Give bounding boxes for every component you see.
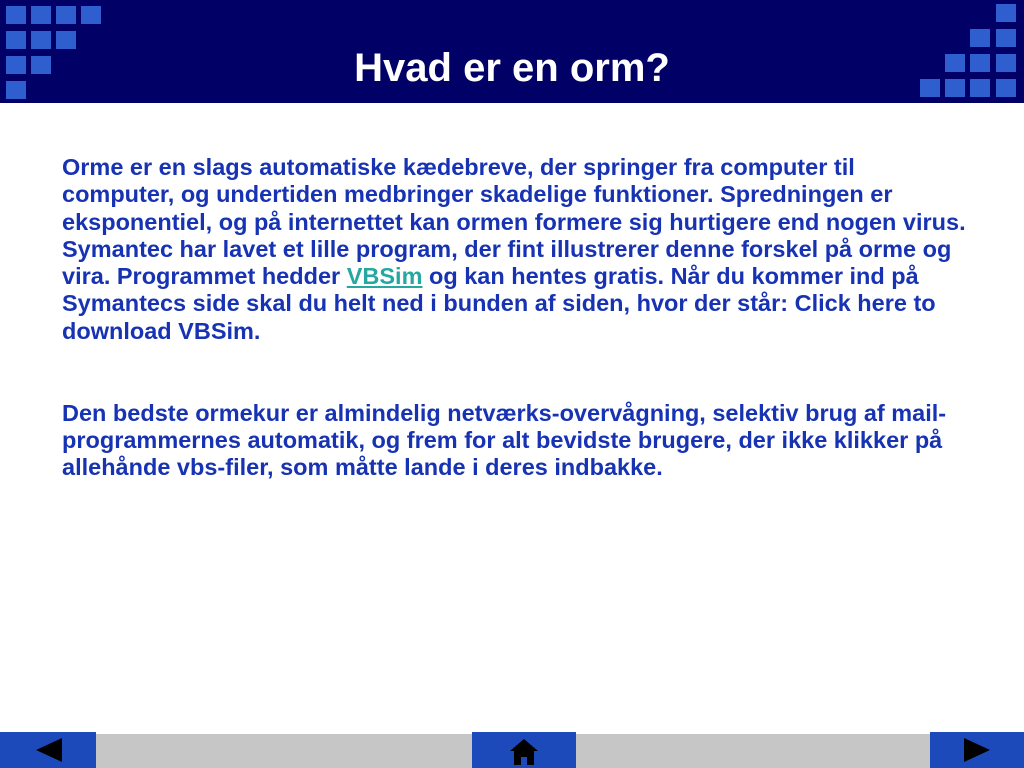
paragraph-worms-text-end: og kan hentes gratis. Når du kommer ind på Symantecs side skal du helt ned i bunden af siden, hvor der står: Click here to download VBSim. [62,263,936,344]
slide-header [0,0,1024,103]
paragraph-worm-cure: Den bedste ormekur er almindelig netværks-overvågning, selektiv brug af mail-programmernes automatik, og frem for alt bevidste brugere, der ikke klikker på allehånde vbs-filer, som måtte lande i deres indbakke. [62,399,947,481]
next-slide-button[interactable] [930,732,1024,768]
slide-body [62,154,972,482]
paragraph-worms-text-start: Orme er en slags automatiske kædebreve, der springer fra computer til computer, og undertiden medbringer skadelige funktioner. Spredningen er eksponentiel, og på internettet kan ormen formere sig hurtigere end nogen virus. Symantec har lavet et lille program, der fint illustrerer denne forskel på orme og vira. Programmet hedder [62,154,966,290]
house-icon [472,732,576,768]
home-button[interactable] [472,732,576,768]
slide-title: Hvad er en orm? [354,46,670,90]
paragraph-worms [62,154,972,345]
vbsim-link[interactable]: VBSim [346,263,423,290]
triangle-left-icon [0,732,96,768]
previous-slide-button[interactable] [0,732,96,768]
triangle-right-icon [930,732,1024,768]
